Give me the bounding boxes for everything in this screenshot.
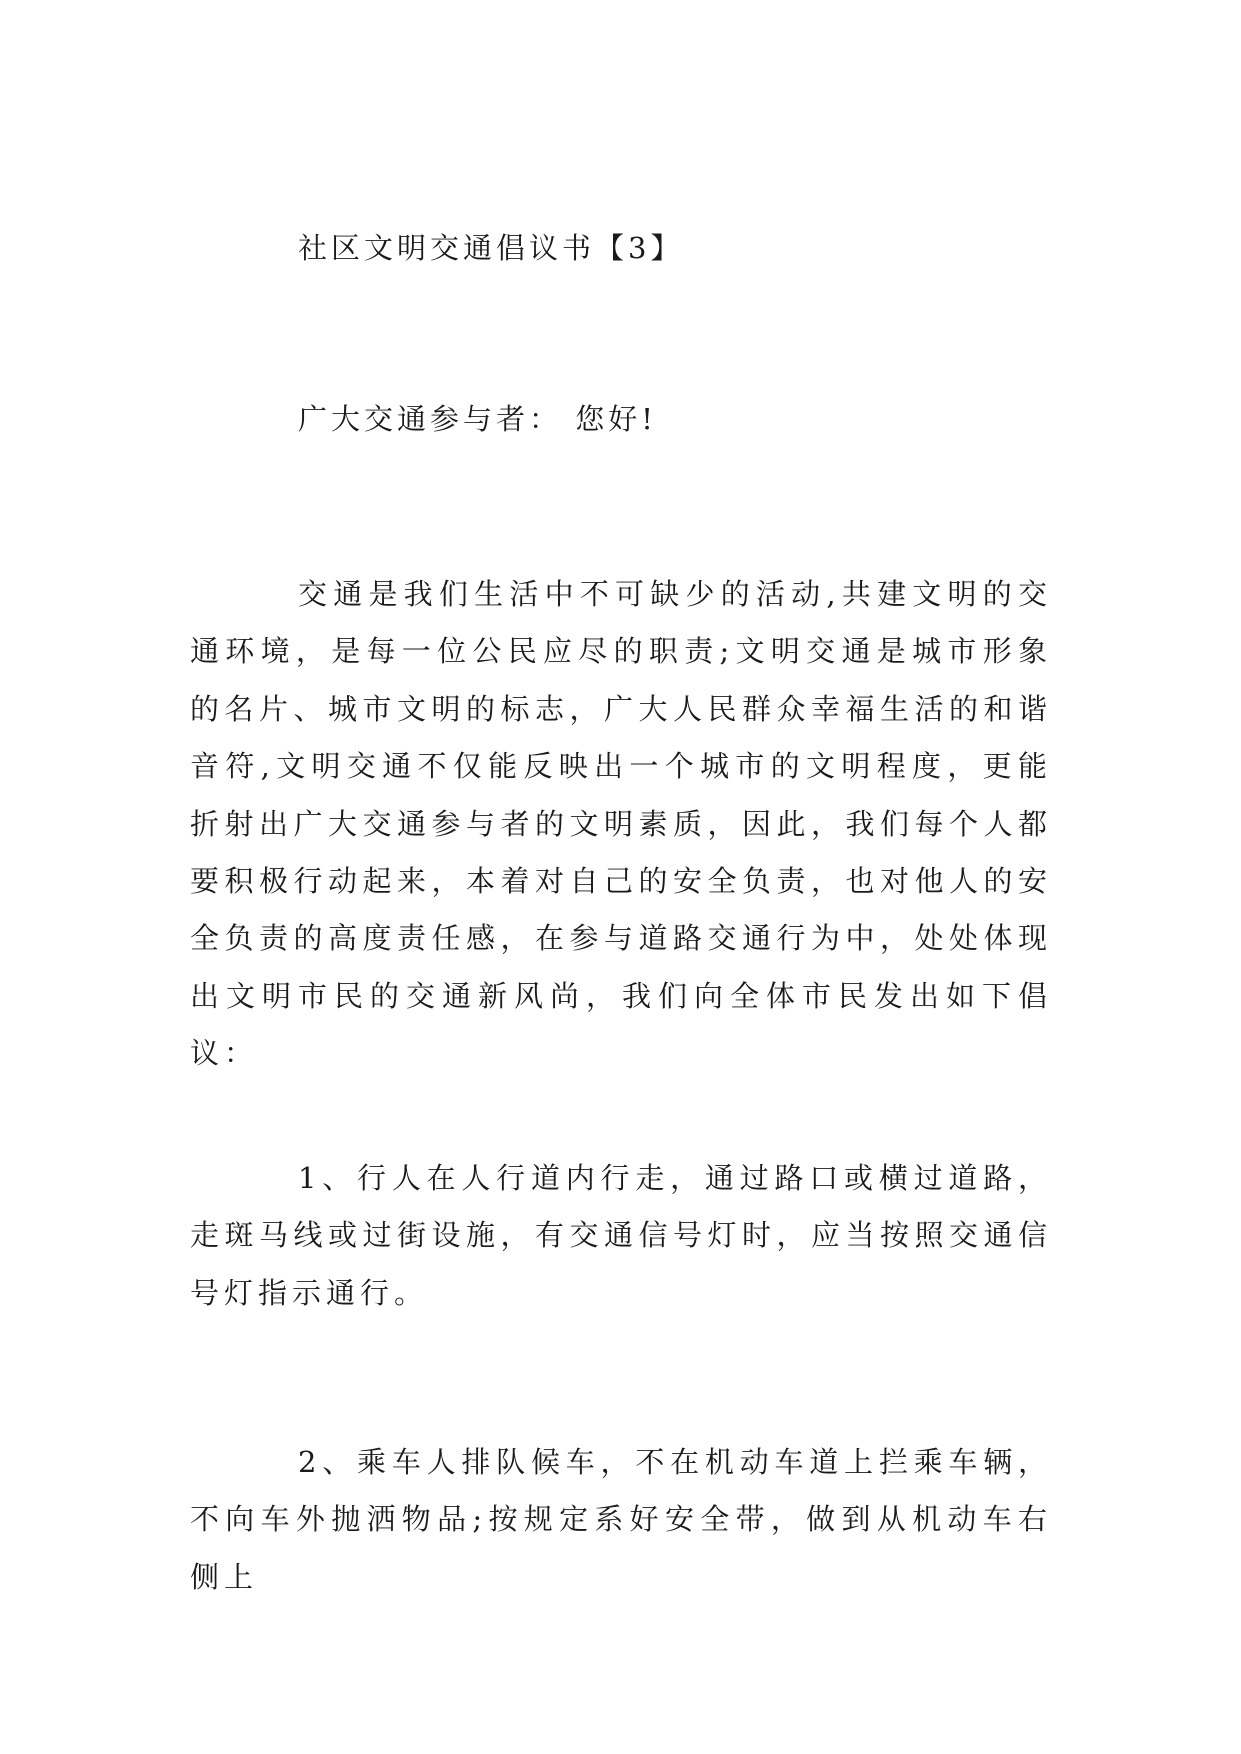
- document-title: 社区文明交通倡议书【3】: [298, 231, 684, 265]
- paragraph-item-2: 2、乘车人排队候车，不在机动车道上拦乘车辆，不向车外抛洒物品;按规定系好安全带，做到从机动车右侧上: [190, 1445, 1052, 1594]
- paragraph-item-1: 1、行人在人行道内行走，通过路口或横过道路，走斑马线或过街设施，有交通信号灯时，应当按照交通信号灯指示通行。: [190, 1161, 1052, 1310]
- paragraph-intro: 交通是我们生活中不可缺少的活动,共建文明的交通环境，是每一位公民应尽的职责;文明交通是城市形象的名片、城市文明的标志，广大人民群众幸福生活的和谐音符,文明交通不仅能反映出一个城市的文明程度，更能折射出广大交通参与者的文明素质，因此，我们每个人都要积极行动起来，本着对自己的安全负责，也对他人的安全负责的高度责任感，在参与道路交通行为中，处处体现出文明市民的交通新风尚，我们向全体市民发出如下倡议：: [190, 577, 1052, 1071]
- salutation: 广大交通参与者： 您好!: [298, 402, 657, 436]
